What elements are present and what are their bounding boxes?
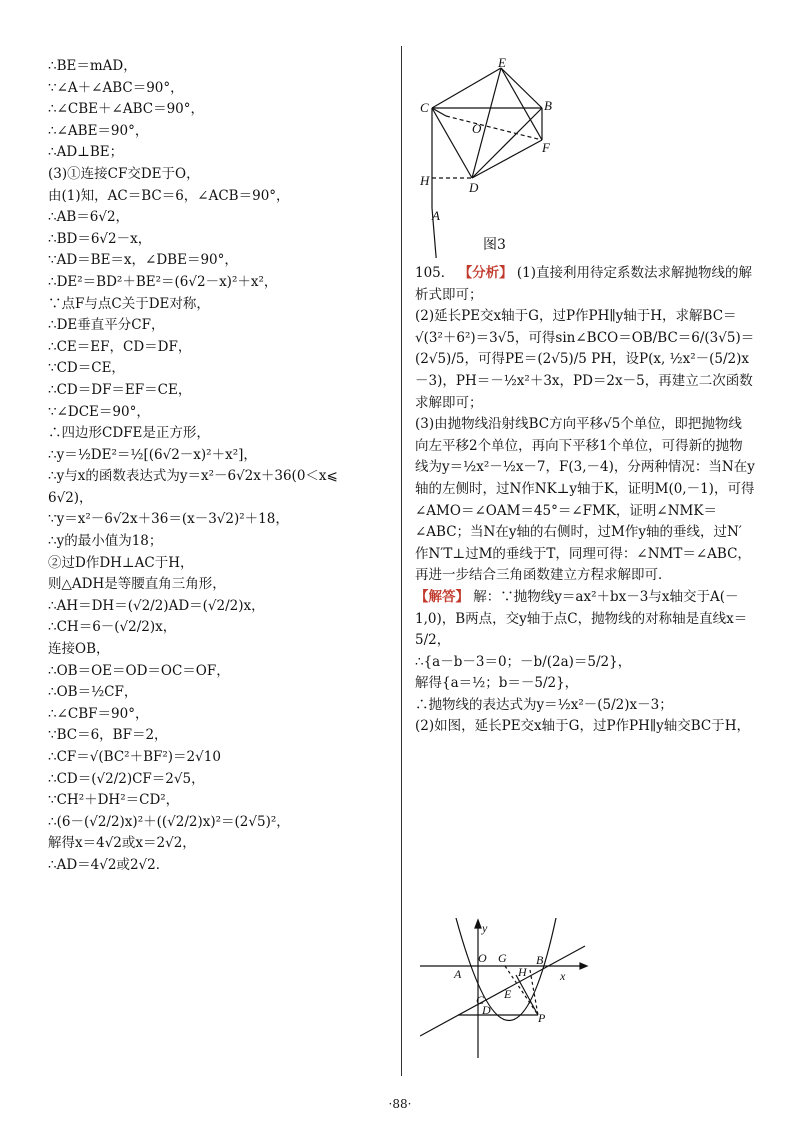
fig3-label: B bbox=[544, 98, 552, 113]
solution-line: 6√2)， bbox=[48, 489, 93, 506]
answer-tag: 【解答】 bbox=[415, 588, 469, 605]
parabola-label: D bbox=[482, 1003, 491, 1017]
solution-line: ∵AD＝BE＝x，∠DBE＝90°， bbox=[48, 252, 238, 269]
solution-line: ∴y＝½DE²＝½[(6√2－x)²＋x²]， bbox=[48, 446, 257, 463]
fig3-label: O bbox=[472, 121, 482, 136]
solution-line: ∴AD⊥BE； bbox=[48, 144, 124, 161]
y-axis-arrow bbox=[475, 920, 481, 928]
solution-line: ∵∠A＋∠ABC＝90°， bbox=[48, 79, 184, 96]
solution-line: ∴∠CBF＝90°， bbox=[48, 705, 149, 722]
fig3-edge-bd bbox=[472, 108, 542, 178]
solution-line: ∴AD＝4√2或2√2． bbox=[48, 856, 170, 873]
solution-line: ②过D作DH⊥AC于H， bbox=[48, 554, 194, 571]
fig3-dashed-cf bbox=[446, 116, 542, 140]
solution-line: ∴BD＝6√2－x， bbox=[48, 230, 152, 247]
parabola-label: E bbox=[504, 987, 512, 1001]
parabola-label: y bbox=[482, 921, 488, 935]
solution-line: ∴∠ABE＝90°， bbox=[48, 122, 149, 139]
solution-line: ∵CD＝CE， bbox=[48, 360, 125, 377]
solution-line: ∴四边形CDFE是正方形， bbox=[48, 425, 210, 442]
solution-line: ∵CH²＋DH²＝CD²， bbox=[48, 792, 180, 809]
solution-line: ∴y的最小值为18； bbox=[48, 533, 163, 550]
analysis-paragraph bbox=[415, 263, 755, 306]
fig3-label: E bbox=[498, 58, 506, 70]
fig3-label: A bbox=[432, 208, 440, 223]
solution-line: ∴y与x的函数表达式为y＝x²－6√2x＋36(0＜x⩽ bbox=[48, 468, 338, 485]
analysis-line: (1)直接利用待定系数法求解抛物线的解析式即可； bbox=[415, 265, 752, 303]
parabola-label: P bbox=[538, 1011, 546, 1025]
fig3-label: F bbox=[542, 140, 550, 155]
parabola-label: O bbox=[478, 951, 487, 965]
parabola-label: C bbox=[476, 993, 485, 1007]
solution-line: ∴CE＝EF，CD＝DF， bbox=[48, 338, 192, 355]
solution-line: 由(1)知，AC＝BC＝6，∠ACB＝90°， bbox=[48, 187, 290, 204]
solution-line: ∴(6－(√2/2)x)²＋((√2/2)x)²＝(2√5)²， bbox=[48, 813, 290, 830]
solution-line: ∴AB＝6√2， bbox=[48, 209, 130, 226]
answer-line: (2)如图，延长PE交x轴于G，过P作PH∥y轴交BC于H， bbox=[415, 718, 751, 735]
fig3-edge-ce bbox=[432, 68, 501, 108]
solution-line: ∴OB＝½CF， bbox=[48, 684, 138, 701]
analysis-tag: 【分析】 bbox=[458, 265, 513, 281]
solution-line: 连接OB， bbox=[48, 641, 110, 658]
problem-number: 105． bbox=[415, 265, 455, 281]
parabola-label: x bbox=[560, 969, 566, 983]
answer-paragraph bbox=[415, 587, 755, 652]
solution-line: ∴AH＝DH＝(√2/2)AD＝(√2/2)x， bbox=[48, 597, 265, 614]
answer-line: 解得{a＝½；b＝－5/2}， bbox=[415, 675, 579, 692]
solution-line: ∴CD＝DF＝EF＝CE， bbox=[48, 381, 192, 398]
fig3-label: C bbox=[420, 100, 429, 115]
analysis-line: (3)由抛物线沿射线BC方向平移√5个单位，即把抛物线向左平移2个单位，再向下平移1个单位，可得新的抛物线为y＝½x²－½x－7，F(3,－4)，分两种情况：当N在y轴的左侧时，过N作NK⊥y轴于K，证明M(0,－1)，可得∠AMO＝∠OAM＝45°＝∠FMK，证明∠NMK＝∠ABC；当N在y轴的右侧时，过M作y轴的垂线，过N′作N′T⊥过M的垂线于T，同理可得：∠NMT＝∠ABC，再进一步结合三角函数建立方程求解即可． bbox=[415, 416, 755, 584]
column-divider bbox=[401, 46, 402, 1076]
parabola-diagram bbox=[420, 918, 590, 1063]
solution-line: ∴OB＝OE＝OD＝OC＝OF， bbox=[48, 662, 230, 679]
solution-line: ∴CH＝6－(√2/2)x， bbox=[48, 619, 177, 636]
analysis-line: (2)延长PE交x轴于G，过P作PH∥y轴于H，求解BC＝√(3²＋6²)＝3√5，可得sin∠BCO＝OB/BC＝6/(3√5)＝(2√5)/5，可得PE＝(2√5)/5 PH，设P(x, ½x²－(5/2)x－3)，PH＝－½x²＋3x，PD＝2x－5，再建立二次函数求解即可； bbox=[415, 308, 755, 411]
right-column bbox=[415, 263, 755, 738]
solution-line: ∴CD＝(√2/2)CF＝2√5， bbox=[48, 770, 205, 787]
solution-line: 解得x＝4√2或x＝2√2， bbox=[48, 835, 196, 852]
solution-line: ∵y＝x²－6√2x＋36＝(x－3√2)²＋18， bbox=[48, 511, 289, 528]
parabola-label: A bbox=[454, 967, 462, 981]
figure-3-diagram bbox=[412, 58, 562, 258]
parabola-label: H bbox=[518, 965, 527, 979]
answer-line: ∴抛物线的表达式为y＝½x²－(5/2)x－3； bbox=[415, 696, 673, 713]
answer-line: 解：∵抛物线y＝ax²＋bx－3与x轴交于A(－1,0)，B两点，交y轴于点C，抛物线的对称轴是直线x＝5/2， bbox=[415, 588, 748, 649]
solution-line: (3)①连接CF交DE于O， bbox=[48, 165, 200, 182]
fig3-label: D bbox=[469, 180, 479, 195]
solution-line: ∴DE垂直平分CF， bbox=[48, 317, 165, 334]
page-number: ·88· bbox=[388, 1097, 412, 1111]
answer-line: ∴{a－b－3＝0；－b/(2a)＝5/2}， bbox=[415, 653, 632, 670]
left-column bbox=[48, 56, 393, 877]
solution-line: ∴DE²＝BD²＋BE²＝(6√2－x)²＋x²， bbox=[48, 273, 278, 290]
parabola-label: G bbox=[498, 951, 507, 965]
solution-line: ∵BC＝6，BF＝2， bbox=[48, 727, 168, 744]
solution-line: ∴CF＝√(BC²＋BF²)＝2√10 bbox=[48, 749, 221, 765]
solution-line: 则△ADH是等腰直角三角形， bbox=[48, 576, 226, 593]
solution-line: ∵∠DCE＝90°， bbox=[48, 403, 150, 420]
figure-3-caption: 图3 bbox=[483, 237, 506, 253]
parabola-label: B bbox=[536, 953, 544, 967]
solution-line: ∴BE＝mAD， bbox=[48, 58, 137, 74]
parabola-curve bbox=[456, 918, 556, 1021]
solution-line: ∵点F与点C关于DE对称， bbox=[48, 295, 210, 312]
x-axis-arrow bbox=[580, 963, 587, 969]
solution-line: ∴∠CBE＋∠ABC＝90°， bbox=[48, 101, 204, 118]
fig3-label: H bbox=[420, 173, 430, 188]
fig3-edge-cd bbox=[432, 108, 472, 178]
fig3-edge-df bbox=[472, 140, 542, 178]
fig3-edge-eb bbox=[501, 68, 542, 108]
